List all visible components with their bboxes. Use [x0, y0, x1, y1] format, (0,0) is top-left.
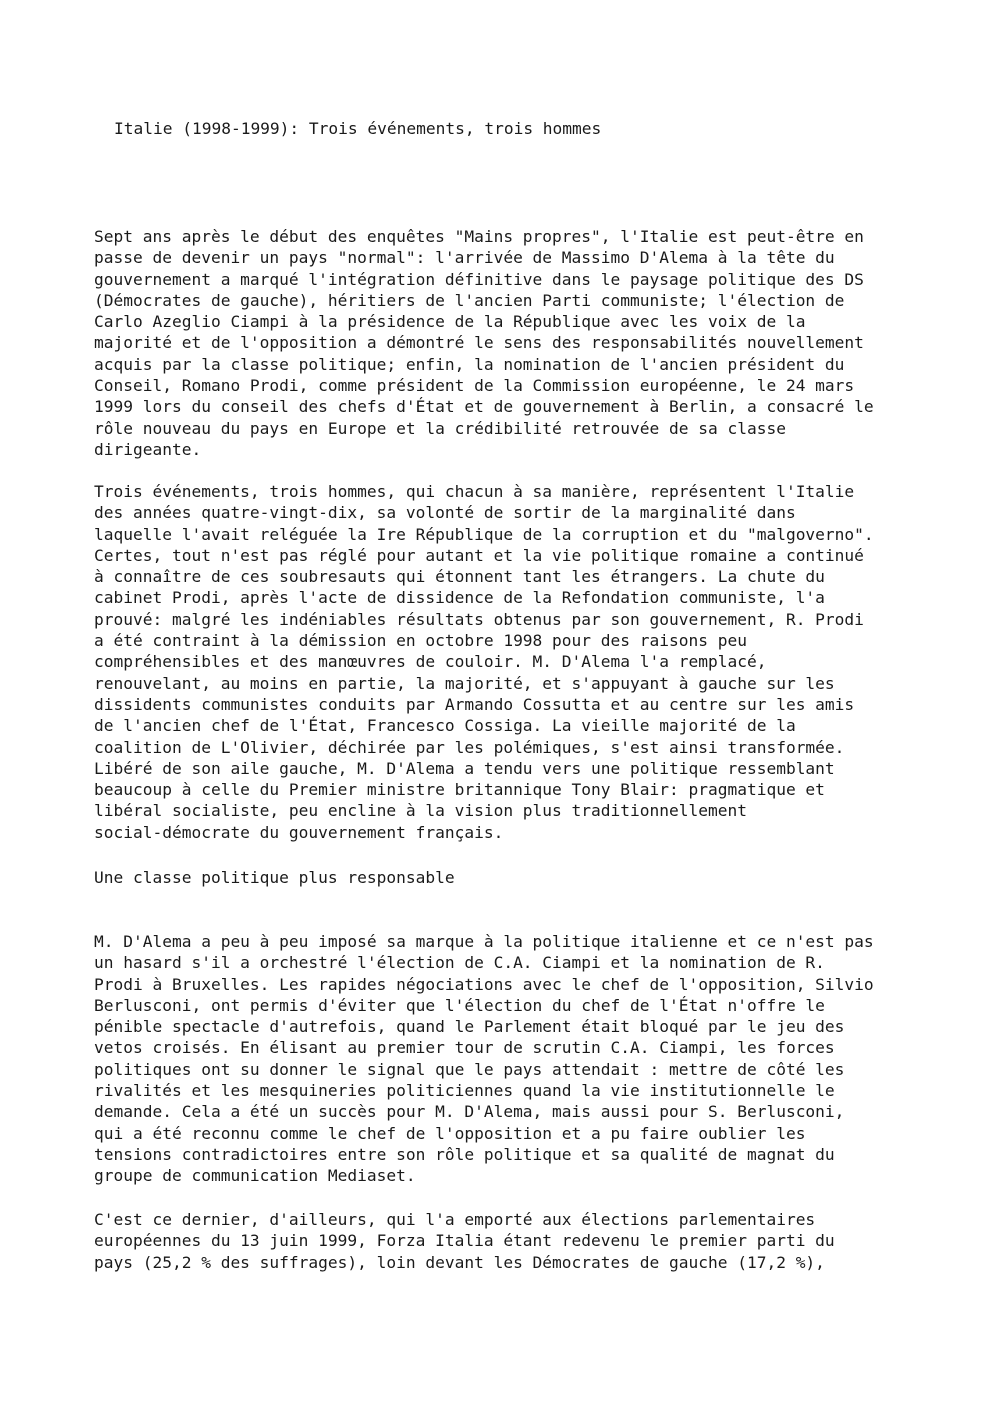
text-line: Carlo Azeglio Ciampi à la présidence de la République avec les voix de la — [94, 312, 806, 332]
text-line: vetos croisés. En élisant au premier tour de scrutin C.A. Ciampi, les forces — [94, 1038, 835, 1058]
text-line: gouvernement a marqué l'intégration définitive dans le paysage politique des DS — [94, 269, 864, 289]
paragraph-2 — [94, 481, 874, 843]
text-line: passe de devenir un pays "normal": l'arrivée de Massimo D'Alema à la tête du — [94, 248, 835, 268]
text-line: prouvé: malgré les indéniables résultats obtenus par son gouvernement, R. Prodi — [94, 609, 864, 629]
text-line: des années quatre-vingt-dix, sa volonté de sortir de la marginalité dans — [94, 503, 796, 523]
text-line: à connaître de ces soubresauts qui étonnent tant les étrangers. La chute du — [94, 567, 825, 587]
text-line: M. D'Alema a peu à peu imposé sa marque à la politique italienne et ce n'est pas — [94, 932, 874, 951]
text-line: tensions contradictoires entre son rôle politique et sa qualité de magnat du — [94, 1144, 835, 1164]
document-title: Italie (1998-1999): Trois événements, trois hommes — [114, 119, 602, 138]
text-line: compréhensibles et des manœuvres de couloir. M. D'Alema l'a remplacé, — [94, 652, 767, 672]
text-line: dirigeante. — [94, 439, 202, 459]
paragraph-1 — [94, 226, 874, 460]
text-line: Prodi à Bruxelles. Les rapides négociations avec le chef de l'opposition, Silvio — [94, 974, 874, 994]
text-line: rivalités et les mesquineries politiciennes quand la vie institutionnelle le — [94, 1081, 835, 1101]
text-line: Conseil, Romano Prodi, comme président de la Commission européenne, le 24 mars — [94, 376, 855, 396]
text-line: acquis par la classe politique; enfin, la nomination de l'ancien président du — [94, 354, 845, 374]
text-line: Berlusconi, ont permis d'éviter que l'élection du chef de l'État n'offre le — [94, 995, 825, 1015]
text-line: Sept ans après le début des enquêtes "Mains propres", l'Italie est peut-être en — [94, 227, 864, 246]
text-line: beaucoup à celle du Premier ministre britannique Tony Blair: pragmatique et — [94, 780, 825, 800]
text-line: a été contraint à la démission en octobre 1998 pour des raisons peu — [94, 631, 747, 651]
text-line: politiques ont su donner le signal que le pays attendait : mettre de côté les — [94, 1059, 845, 1079]
text-line: rôle nouveau du pays en Europe et la crédibilité retrouvée de sa classe — [94, 418, 786, 438]
text-line: laquelle l'avait reléguée la Ire République de la corruption et du "malgoverno". — [94, 524, 874, 544]
text-line: pénible spectacle d'autrefois, quand le Parlement était bloqué par le jeu des — [94, 1017, 845, 1037]
text-line: (Démocrates de gauche), héritiers de l'ancien Parti communiste; l'élection de — [94, 290, 845, 310]
text-line: dissidents communistes conduits par Armando Cossutta et au centre sur les amis — [94, 694, 855, 714]
text-line: groupe de communication Mediaset. — [94, 1166, 416, 1186]
text-line: de l'ancien chef de l'État, Francesco Cossiga. La vieille majorité de la — [94, 716, 796, 736]
text-line: majorité et de l'opposition a démontré le sens des responsabilités nouvellement — [94, 333, 864, 353]
paragraph-4 — [94, 1209, 835, 1273]
text-line: Trois événements, trois hommes, qui chacun à sa manière, représentent l'Italie — [94, 482, 855, 501]
text-line: qui a été reconnu comme le chef de l'opposition et a pu faire oublier les — [94, 1123, 806, 1143]
text-line: libéral socialiste, peu encline à la vision plus traditionnellement — [94, 801, 747, 821]
text-line: européennes du 13 juin 1999, Forza Italia étant redevenu le premier parti du — [94, 1231, 835, 1251]
section-subheading — [94, 867, 455, 888]
text-line: Certes, tout n'est pas réglé pour autant et la vie politique romaine a continué — [94, 545, 864, 565]
paragraph-3 — [94, 931, 874, 1187]
text-line: social-démocrate du gouvernement français. — [94, 822, 504, 842]
text-line: C'est ce dernier, d'ailleurs, qui l'a emporté aux élections parlementaires — [94, 1210, 816, 1229]
text-line: renouvelant, au moins en partie, la majorité, et s'appuyant à gauche sur les — [94, 673, 835, 693]
text-line: Libéré de son aile gauche, M. D'Alema a tendu vers une politique ressemblant — [94, 758, 835, 778]
text-line: demande. Cela a été un succès pour M. D'Alema, mais aussi pour S. Berlusconi, — [94, 1102, 845, 1122]
text-line: cabinet Prodi, après l'acte de dissidence de la Refondation communiste, l'a — [94, 588, 825, 608]
text-line: pays (25,2 % des suffrages), loin devant les Démocrates de gauche (17,2 %), — [94, 1252, 825, 1272]
text-line: coalition de L'Olivier, déchirée par les polémiques, s'est ainsi transformée. — [94, 737, 845, 757]
text-line: un hasard s'il a orchestré l'élection de C.A. Ciampi et la nomination de R. — [94, 953, 825, 973]
subheading-text: Une classe politique plus responsable — [94, 868, 455, 887]
text-line: 1999 lors du conseil des chefs d'État et de gouvernement à Berlin, a consacré le — [94, 397, 874, 417]
